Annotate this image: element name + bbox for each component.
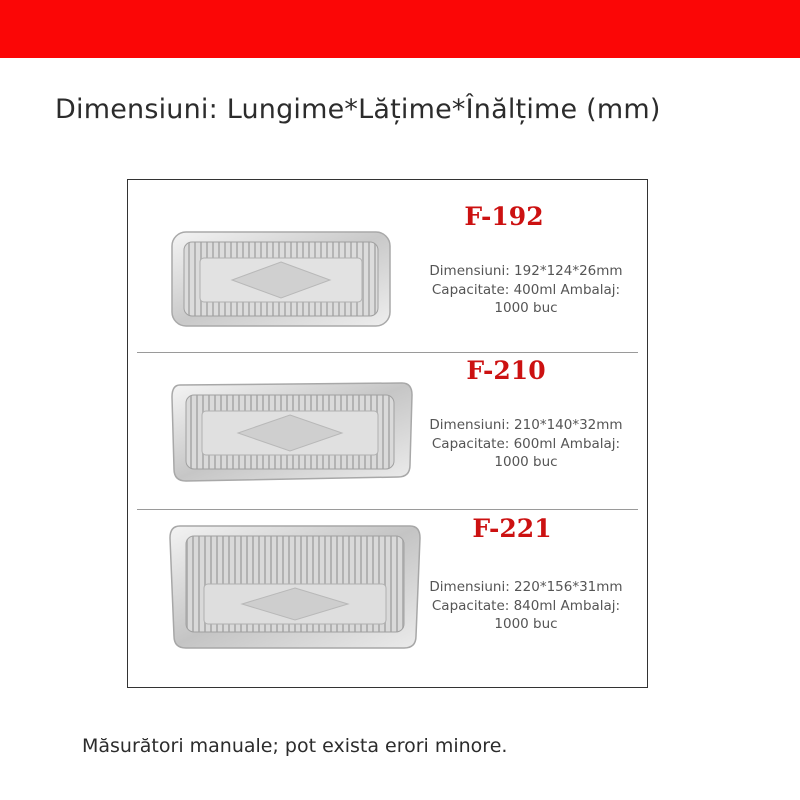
disclaimer-note: Măsurători manuale; pot exista erori minore. <box>82 735 508 757</box>
foil-tray-image-f210 <box>166 377 416 487</box>
row-divider <box>137 352 638 353</box>
product-specs <box>416 416 636 472</box>
foil-tray-image-f221 <box>168 522 422 652</box>
foil-tray-image-f192 <box>170 228 392 330</box>
product-code: F-210 <box>466 356 546 385</box>
product-specs <box>416 262 636 318</box>
spec-dimensions: Dimensiuni: 192*124*26mm <box>429 263 623 279</box>
page-title: Dimensiuni: Lungime*Lățime*Înălțime (mm) <box>55 94 661 125</box>
product-specs <box>416 578 636 634</box>
top-red-banner <box>0 0 800 58</box>
spec-package: 1000 buc <box>494 300 558 316</box>
spec-capacity: Capacitate: 840ml Ambalaj: <box>431 597 621 614</box>
row-divider <box>137 509 638 510</box>
spec-capacity: Capacitate: 600ml Ambalaj: <box>431 435 621 452</box>
spec-package: 1000 buc <box>494 616 558 632</box>
spec-package: 1000 buc <box>494 454 558 470</box>
spec-dimensions: Dimensiuni: 210*140*32mm <box>429 417 623 433</box>
spec-capacity: Capacitate: 400ml Ambalaj: <box>431 281 621 298</box>
spec-dimensions: Dimensiuni: 220*156*31mm <box>429 579 623 595</box>
product-code: F-192 <box>464 202 544 231</box>
product-code: F-221 <box>472 514 552 543</box>
